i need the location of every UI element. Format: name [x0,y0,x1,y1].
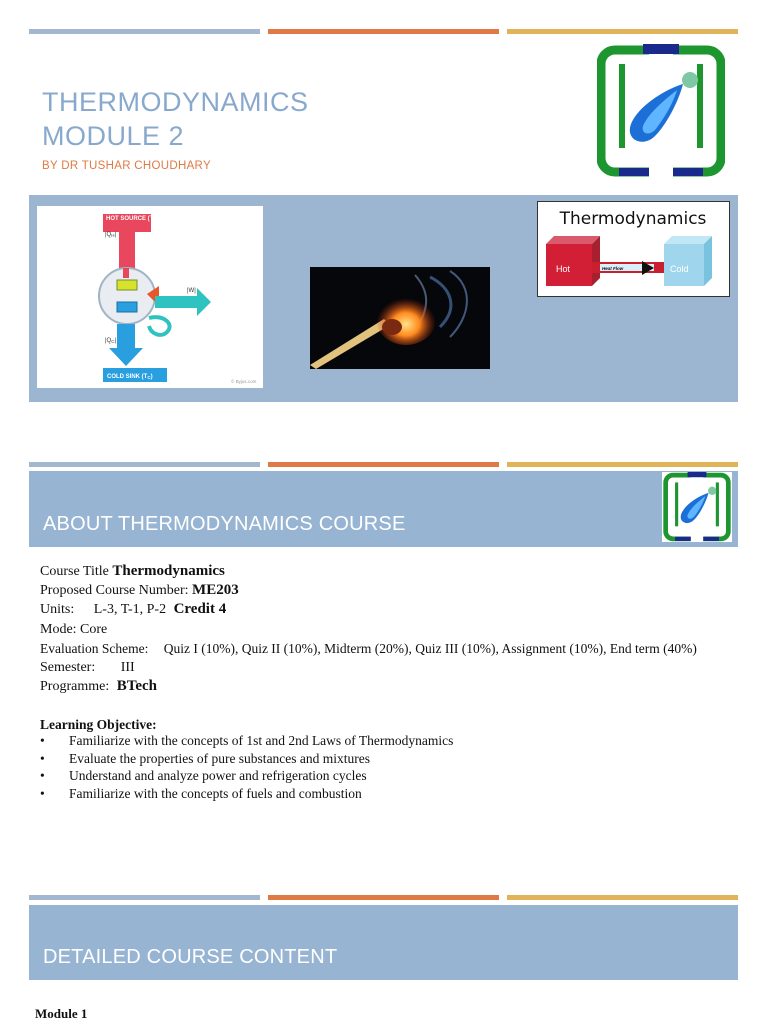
qh-label: |Q [105,232,112,238]
units-label: Units: [40,602,75,617]
section-title-about: ABOUT THERMODYNAMICS COURSE [43,513,406,535]
objective-text: Familiarize with the concepts of fuels and combustion [69,786,362,801]
course-number-value: ME203 [192,582,239,598]
institute-logo [597,44,725,178]
course-content-header [29,905,738,980]
slide-title-line2: MODULE 2 [42,121,185,151]
programme-value: BTech [116,678,158,694]
objective-text: Familiarize with the concepts of 1st and 2nd Laws of Thermodynamics [69,733,454,748]
top-stripe-gold [507,29,738,34]
semester-label: Semester: [40,660,96,675]
evaluation-value: Quiz I (10%), Quiz II (10%), Midterm (20%), Quiz III (10%), Assignment (10%), End term (40%) [163,641,697,656]
slide3-stripe-gold [507,895,738,900]
image-credit: © Byjus.com [231,379,257,384]
svg-text:|QC|: |QC| [105,338,117,344]
course-title-label: Course Title [40,564,109,579]
module-label: Module 1 [35,1006,88,1021]
evaluation-label: Evaluation Scheme: [40,641,149,656]
semester-row [40,658,135,677]
course-number-label: Proposed Course Number: [40,583,189,598]
slide-author: BY DR TUSHAR CHOUDHARY [42,160,211,172]
svg-text:HOT SOURCE (TH): HOT SOURCE (TH) [106,216,159,222]
card-title: Thermodynamics [559,209,707,229]
mode-row: Mode: Core [40,622,108,637]
slide2-stripe-gold [507,462,738,467]
bullet-icon: • [40,733,45,748]
credit-value: Credit 4 [173,601,227,617]
heat-engine-diagram [37,206,263,388]
match-flame-photo [310,267,490,369]
top-stripe-orange [268,29,499,34]
programme-label: Programme: [40,679,110,694]
course-title-row [40,562,225,581]
card-cold-label: Cold [670,264,689,274]
semester-value: III [120,660,135,675]
slide2-stripe-orange [268,462,499,467]
units-value: L-3, T-1, P-2 [93,602,167,617]
evaluation-row [40,639,697,658]
slide2-stripe-blue [29,462,260,467]
bullet-icon: • [40,786,45,801]
institute-logo-small [662,472,732,542]
svg-text:COLD SINK (TC): COLD SINK (TC) [107,374,153,380]
slide-title-line1: THERMODYNAMICS [42,87,309,117]
slide3-stripe-orange [268,895,499,900]
bullet-icon: • [40,751,45,766]
qc-label: |Q [105,338,112,344]
about-course-header [29,471,738,547]
bullet-icon: • [40,768,45,783]
course-title-value: Thermodynamics [112,563,225,579]
learning-objective-heading: Learning Objective: [40,717,157,732]
card-hot-label: Hot [556,264,571,274]
programme-row [40,677,157,696]
thermodynamics-card [537,201,730,297]
card-heatflow-label: Heat Flow [602,266,624,271]
course-number-row [40,581,239,600]
objective-text: Evaluate the properties of pure substances and mixtures [69,751,371,766]
work-label: |W| [187,288,196,294]
objective-text: Understand and analyze power and refrigeration cycles [69,768,367,783]
cold-sink-label: COLD SINK (T [107,374,148,380]
units-row [40,600,226,619]
hot-source-label: HOT SOURCE (T [106,216,154,222]
section-title-content: DETAILED COURSE CONTENT [43,946,338,968]
slide3-stripe-blue [29,895,260,900]
svg-text:|QH|: |QH| [105,232,117,238]
top-stripe-blue [29,29,260,34]
